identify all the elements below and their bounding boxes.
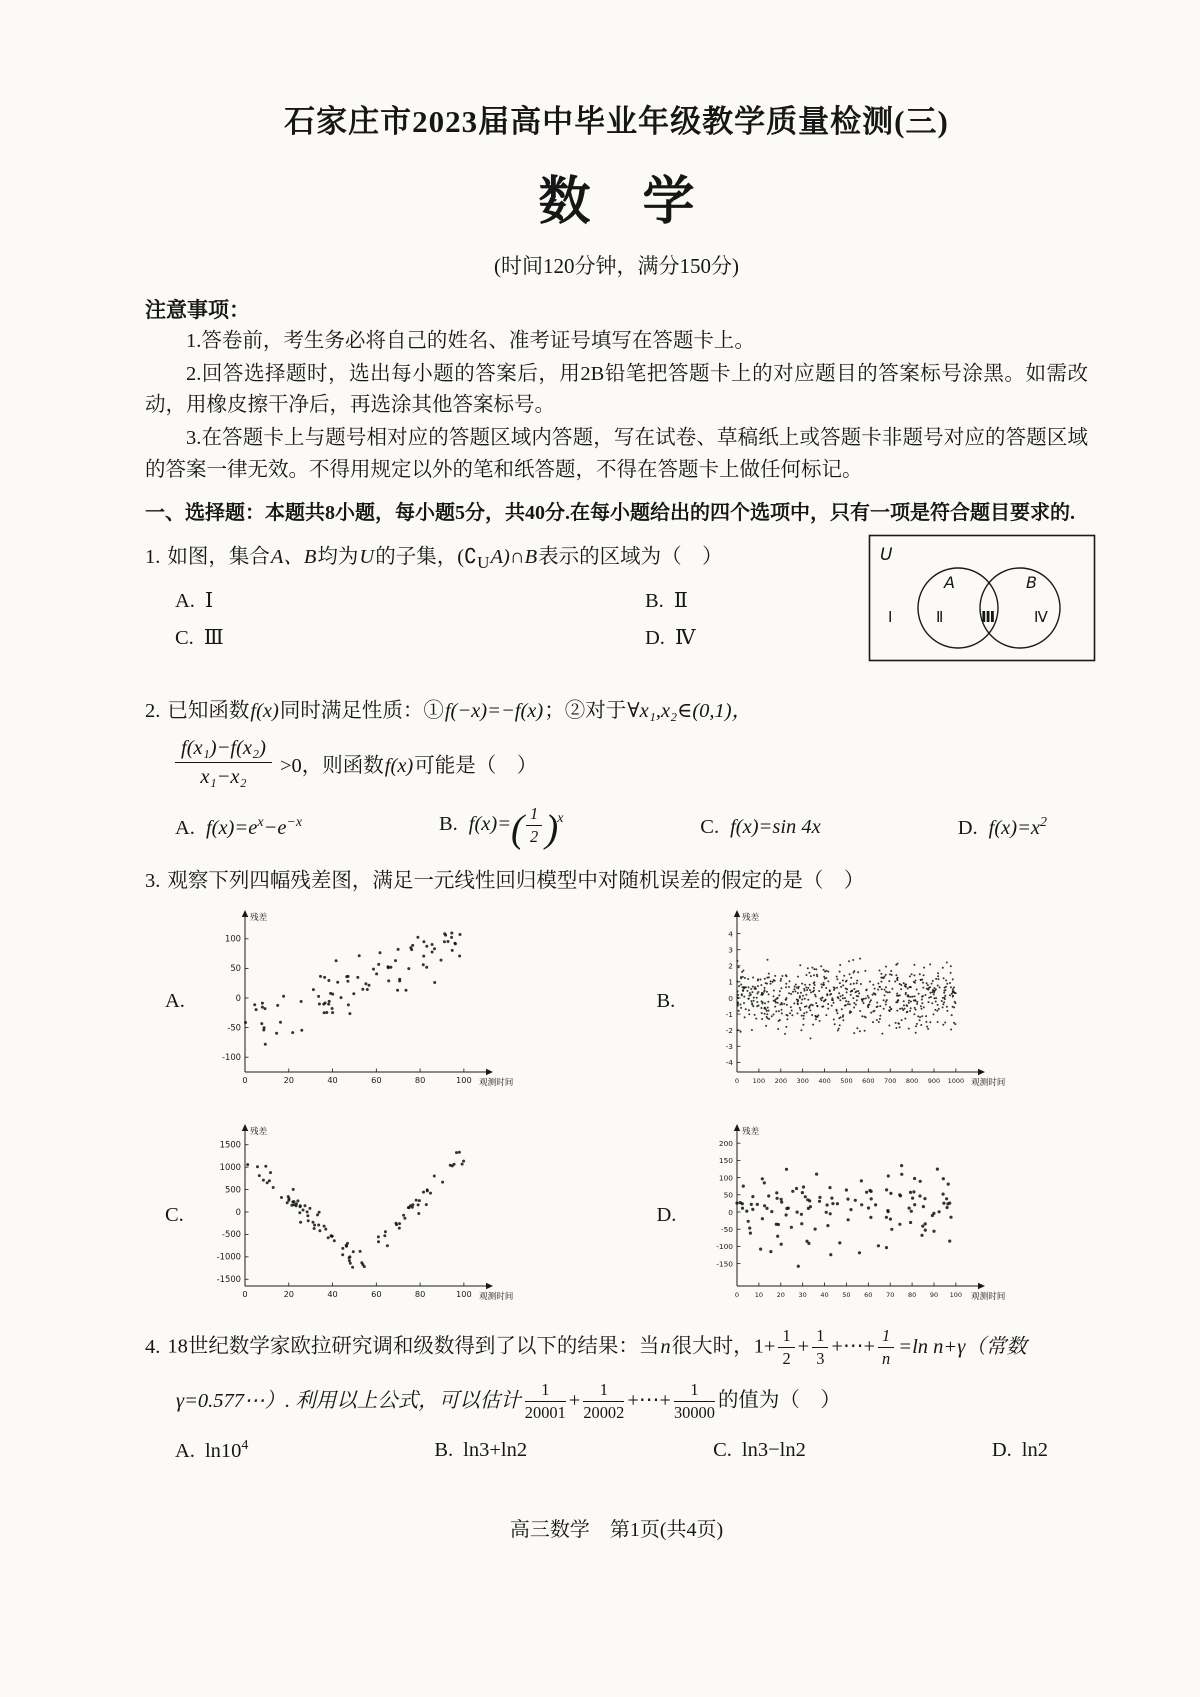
q4-plus-1: + <box>797 1335 810 1358</box>
svg-text:-50: -50 <box>720 1224 733 1234</box>
q4-equals-ln: =ln n+γ（常数 <box>898 1335 1027 1358</box>
universe-box <box>870 535 1095 660</box>
question-2 <box>145 696 1088 852</box>
svg-text:80: 80 <box>414 1288 426 1299</box>
q2-stem-seg-2: 同时满足性质：① <box>279 699 444 722</box>
residual-chart-c <box>199 1120 535 1312</box>
svg-text:1: 1 <box>727 977 733 987</box>
svg-text:500: 500 <box>839 1076 853 1085</box>
q4-line-1 <box>145 1326 1088 1370</box>
svg-text:观测时间: 观测时间 <box>970 1291 1005 1302</box>
svg-text:-1500: -1500 <box>216 1273 241 1284</box>
svg-text:-100: -100 <box>715 1242 733 1252</box>
svg-text:70: 70 <box>885 1290 894 1299</box>
svg-text:1000: 1000 <box>219 1161 241 1172</box>
q2-option-d-formula: $f(x)=x^2$ <box>988 815 1047 840</box>
notice-header: 注意事项： <box>145 298 250 322</box>
q3-stem-text: 观察下列四幅残差图，满足一元线性回归模型中对随机误差的假定的是（ ） <box>167 870 865 893</box>
svg-text:60: 60 <box>371 1288 382 1299</box>
svg-text:30: 30 <box>798 1290 807 1299</box>
q2-number: 2. <box>145 699 161 722</box>
q2-option-b-formula: f(x)=( $\frac{1}{2}$ )$^x$ <box>468 803 564 852</box>
svg-text:100: 100 <box>225 933 241 944</box>
q4-options <box>175 1438 1048 1463</box>
chart-c-label: C. <box>165 1204 184 1227</box>
svg-text:60: 60 <box>863 1290 872 1299</box>
svg-text:0: 0 <box>734 1290 739 1299</box>
q4-option-c-label: C. <box>713 1438 732 1461</box>
svg-text:40: 40 <box>327 1288 338 1299</box>
svg-text:80: 80 <box>907 1290 916 1299</box>
svg-text:4: 4 <box>727 929 733 939</box>
svg-text:100: 100 <box>456 1074 472 1085</box>
q2-option-d <box>958 816 1048 841</box>
svg-text:700: 700 <box>883 1076 896 1085</box>
question-3 <box>145 866 1088 1312</box>
chart-d-label: D. <box>656 1204 677 1227</box>
q2-frac-numerator: f(x₁)−f(x₂) <box>175 736 272 764</box>
q1-stem-seg-3: 的子集，(∁ <box>375 545 478 568</box>
exam-title: 石家庄市2023届高中毕业年级教学质量检测(三) <box>284 104 949 139</box>
svg-text:-1: -1 <box>725 1009 733 1019</box>
svg-text:100: 100 <box>752 1076 765 1085</box>
svg-text:观测时间: 观测时间 <box>970 1077 1005 1088</box>
q4-option-b-label: B. <box>434 1438 454 1461</box>
chart-panel-c <box>165 1120 627 1312</box>
frac-1-3: $\frac{1}{3}$ <box>812 1326 828 1370</box>
q1-option-a-text: Ⅰ <box>204 590 214 613</box>
svg-text:观测时间: 观测时间 <box>479 1291 514 1302</box>
svg-text:600: 600 <box>861 1076 875 1085</box>
chart-panel-a <box>165 906 627 1098</box>
q2-stem-seg-4: >0，则函数 <box>279 754 384 777</box>
q1-math-ab: A、B <box>270 545 317 568</box>
svg-text:-2: -2 <box>725 1025 733 1035</box>
page-footer: 高三数学 第1页(共4页) <box>509 1518 724 1541</box>
q2-option-b <box>439 804 564 852</box>
svg-text:90: 90 <box>929 1290 938 1299</box>
q1-number: 1. <box>145 545 161 568</box>
q4-gamma-value: γ=0.577⋯）. 利用以上公式，可以估计 <box>176 1389 521 1412</box>
q4-option-b-formula: ln3+ln2 <box>463 1438 528 1461</box>
svg-text:残差: 残差 <box>741 1126 759 1137</box>
q4-option-d-formula: ln2 <box>1021 1438 1048 1461</box>
region-i-label: Ⅰ <box>888 607 893 626</box>
notice-section <box>145 294 1088 486</box>
svg-text:-500: -500 <box>221 1229 241 1240</box>
q2-math-odd: f(−x)=−f(x) <box>444 699 544 722</box>
svg-text:40: 40 <box>327 1074 338 1085</box>
q4-option-c <box>713 1439 806 1462</box>
venn-diagram-svg <box>868 534 1096 662</box>
frac-1-n: $\frac{1}{n}$ <box>878 1326 894 1370</box>
q2-stem-seg-3: ；②对于 <box>544 699 627 722</box>
q4-option-a <box>175 1438 248 1463</box>
q1-stem-seg-4: 表示的区域为（ ） <box>538 545 723 568</box>
time-score-note: (时间120分钟，满分150分) <box>494 254 739 278</box>
q1-option-c-label: C. <box>175 627 194 650</box>
svg-text:残差: 残差 <box>250 912 268 923</box>
svg-text:1500: 1500 <box>219 1139 241 1150</box>
svg-text:-100: -100 <box>221 1051 241 1062</box>
q2-option-c <box>700 816 822 839</box>
q4-option-a-formula: $\ln 10^4$ <box>204 1437 249 1462</box>
q1-option-a <box>175 588 645 613</box>
q1-math-expr: A)∩B <box>490 545 538 568</box>
svg-text:60: 60 <box>371 1074 382 1085</box>
q4-option-d <box>992 1439 1048 1462</box>
svg-text:150: 150 <box>718 1156 733 1166</box>
q4-plus-2: + <box>568 1389 581 1412</box>
svg-text:40: 40 <box>819 1290 829 1299</box>
set-b-label: B <box>1026 572 1037 592</box>
q2-math-fx: f(x) <box>250 699 279 722</box>
q2-option-a-formula: $f(x)=e^x-e^{-x}$ <box>205 815 303 840</box>
residual-chart-a <box>199 906 535 1098</box>
svg-text:-50: -50 <box>227 1022 241 1033</box>
q2-difference-quotient <box>175 736 272 790</box>
svg-text:0: 0 <box>235 1206 241 1217</box>
q2-frac-denominator: x₁−x₂ <box>200 766 247 789</box>
q4-line-2 <box>175 1380 1088 1424</box>
residual-charts-grid <box>165 906 1088 1312</box>
q2-stem-seg-5: 可能是（ ） <box>414 754 538 777</box>
svg-text:20: 20 <box>283 1074 294 1085</box>
svg-text:100: 100 <box>718 1173 733 1183</box>
svg-text:900: 900 <box>927 1076 940 1085</box>
region-iv-label: Ⅳ <box>1034 607 1048 626</box>
svg-text:-4: -4 <box>725 1058 733 1068</box>
svg-text:观测时间: 观测时间 <box>479 1077 514 1088</box>
q4-number: 4. <box>145 1335 161 1358</box>
svg-text:3: 3 <box>727 945 733 955</box>
subject-title: 数 学 <box>538 174 695 231</box>
q2-option-d-label: D. <box>957 817 978 840</box>
svg-text:400: 400 <box>817 1076 831 1085</box>
q1-option-b-text: Ⅱ <box>673 590 688 613</box>
svg-text:0: 0 <box>242 1074 248 1085</box>
right-paren: ) <box>545 808 558 852</box>
q1-complement-sub: U <box>477 552 490 572</box>
svg-text:10: 10 <box>754 1290 763 1299</box>
q1-stem-seg-2: 均为 <box>317 545 359 568</box>
residual-scatter-svg <box>199 906 535 1098</box>
chart-b-label: B. <box>656 990 676 1013</box>
left-paren: ( <box>511 808 524 852</box>
q2-option-c-label: C. <box>700 816 720 839</box>
question-4 <box>145 1326 1088 1463</box>
svg-text:0: 0 <box>727 1207 733 1217</box>
svg-text:-3: -3 <box>725 1041 733 1051</box>
q4-dots-1: +⋯+ <box>831 1335 876 1358</box>
q2-stem-seg-1: 已知函数 <box>167 699 250 722</box>
svg-text:残差: 残差 <box>741 912 759 923</box>
q4-math-n: n <box>660 1335 671 1358</box>
svg-text:0: 0 <box>242 1288 248 1299</box>
q4-option-d-label: D. <box>991 1438 1012 1461</box>
section-one-header: 一、选择题：本题共8小题，每小题5分，共40分.在每小题给出的四个选项中，只有一项是符合题目要求的. <box>145 501 1075 524</box>
q3-number: 3. <box>145 870 161 893</box>
svg-text:残差: 残差 <box>250 1126 268 1137</box>
residual-chart-b <box>691 906 1027 1098</box>
universe-label: U <box>880 544 893 565</box>
svg-text:0: 0 <box>235 992 241 1003</box>
q2-option-c-formula: f(x)=sin 4x <box>730 816 821 839</box>
svg-text:2: 2 <box>727 961 733 971</box>
svg-text:500: 500 <box>225 1184 241 1195</box>
chart-a-label: A. <box>165 990 185 1013</box>
residual-chart-d <box>691 1120 1027 1312</box>
svg-text:-1000: -1000 <box>216 1251 241 1262</box>
svg-text:-150: -150 <box>715 1259 733 1269</box>
svg-text:50: 50 <box>723 1190 733 1200</box>
svg-text:0: 0 <box>727 993 733 1003</box>
venn-diagram <box>868 534 1096 662</box>
one-half-fraction: $\frac{1}{2}$ <box>526 804 542 848</box>
q4-stem-seg-3: 的值为（ ） <box>717 1389 841 1412</box>
notice-item-1: 1.答卷前，考生务必将自己的姓名、准考证号填写在答题卡上。 <box>186 330 755 352</box>
doc-header <box>145 96 1088 280</box>
set-a-label: A <box>944 572 955 592</box>
q1-option-c <box>175 625 645 650</box>
svg-text:80: 80 <box>414 1074 426 1085</box>
q2-stem <box>145 696 1088 728</box>
q1-math-u: U <box>359 545 375 568</box>
notice-item-2: 2.回答选择题时，选出每小题的答案后，用2B铅笔把答题卡上的对应题目的答案标号涂黑。如需改动，用橡皮擦干净后，再选涂其他答案标号。 <box>145 363 1088 417</box>
region-iii-label: Ⅲ <box>981 607 996 626</box>
q1-option-d-label: D. <box>645 627 665 650</box>
svg-text:100: 100 <box>949 1290 962 1299</box>
q2-option-a-label: A. <box>175 817 195 840</box>
exponent-x: x <box>557 811 564 827</box>
svg-text:20: 20 <box>776 1290 785 1299</box>
q1-option-a-label: A. <box>175 590 195 613</box>
svg-text:800: 800 <box>905 1076 918 1085</box>
svg-text:200: 200 <box>774 1076 787 1085</box>
frac-1-2: $\frac{1}{2}$ <box>778 1326 794 1370</box>
region-ii-label: Ⅱ <box>936 607 944 626</box>
q1-option-c-text: Ⅲ <box>203 627 224 650</box>
residual-scatter-svg <box>691 1120 1027 1312</box>
q4-option-b <box>434 1439 527 1462</box>
q4-stem-seg-1: 18世纪数学家欧拉研究调和级数得到了以下的结果：当 <box>167 1335 660 1358</box>
q2-option-a <box>175 816 303 841</box>
residual-scatter-svg <box>691 906 1027 1098</box>
q2-math-forall: ∀x₁,x₂∈(0,1)， <box>627 699 753 722</box>
q1-option-d-text: Ⅳ <box>674 627 696 650</box>
q2-fraction-line <box>175 736 1088 790</box>
q3-stem <box>145 866 1088 898</box>
q4-stem-seg-2: 很大时， <box>671 1335 754 1358</box>
q4-series-lead: 1+ <box>753 1335 776 1358</box>
svg-text:20: 20 <box>283 1288 294 1299</box>
residual-scatter-svg <box>199 1120 535 1312</box>
svg-text:50: 50 <box>230 963 241 974</box>
svg-text:200: 200 <box>718 1138 733 1148</box>
svg-text:100: 100 <box>456 1288 472 1299</box>
q4-option-c-formula: ln3−ln2 <box>741 1438 806 1461</box>
chart-panel-b <box>627 906 1089 1098</box>
svg-text:300: 300 <box>795 1076 809 1085</box>
svg-text:1000: 1000 <box>947 1076 964 1085</box>
q2-math-fx-2: f(x) <box>384 754 414 777</box>
q4-dots-2: +⋯+ <box>627 1389 671 1412</box>
question-1 <box>145 542 1088 682</box>
notice-item-3: 3.在答题卡上与题号相对应的答题区域内答题，写在试卷、草稿纸上或答题卡非题号对应的答题区域的答案一律无效。不得用规定以外的笔和纸答题，不得在答题卡上做任何标记。 <box>145 427 1088 481</box>
frac-1-30000: $\frac{1}{30000}$ <box>673 1379 715 1423</box>
q1-stem-seg-1: 如图，集合 <box>167 545 270 568</box>
q2-after-frac <box>280 748 537 778</box>
q2-options <box>175 804 1048 852</box>
q1-option-b-label: B. <box>645 590 664 613</box>
q4-option-a-label: A. <box>175 1439 195 1462</box>
q2-option-b-label: B. <box>438 813 458 836</box>
svg-text:50: 50 <box>841 1290 851 1299</box>
frac-1-20002: $\frac{1}{20002}$ <box>583 1379 625 1423</box>
frac-1-20001: $\frac{1}{20001}$ <box>524 1379 566 1423</box>
chart-panel-d <box>627 1120 1089 1312</box>
svg-text:0: 0 <box>734 1076 739 1085</box>
